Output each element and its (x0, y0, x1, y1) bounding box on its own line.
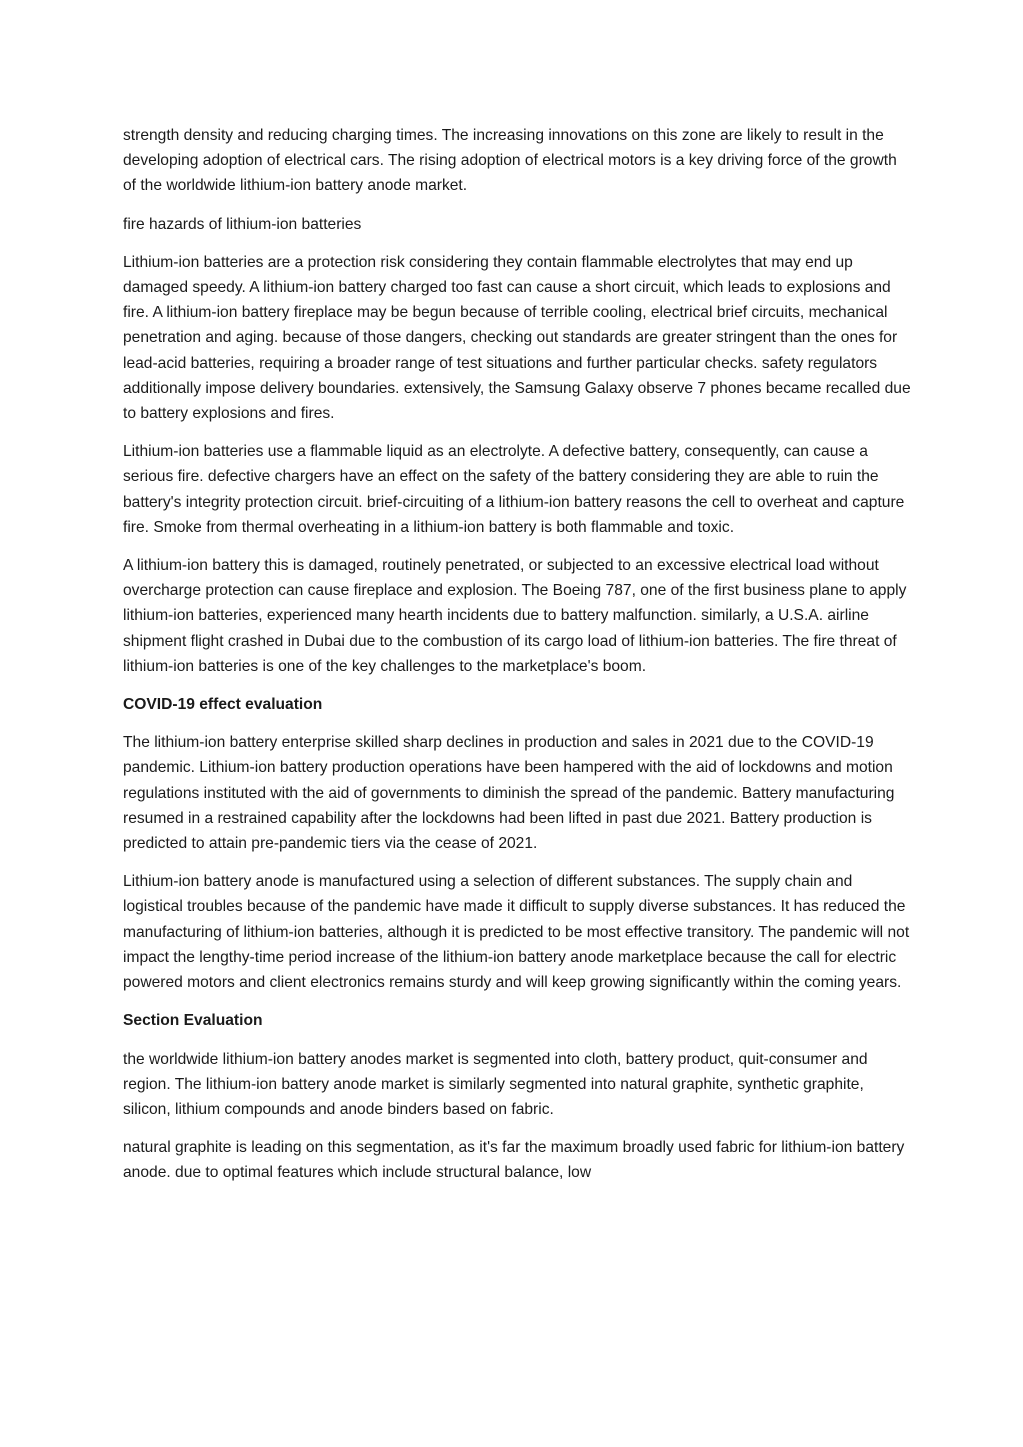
paragraph-covid-production: The lithium-ion battery enterprise skilled sharp declines in production and sales in 2021 due to the COVID-19 pandemic. Lithium-ion battery production operations have been hampered with the aid of lockdowns and motion regulations instituted with the aid of governments to diminish the spread of the pandemic. Battery manufacturing resumed in a restrained capability after the lockdowns had been lifted in past due 2021. Battery production is predicted to attain pre-pandemic tiers via the cease of 2021. (123, 734, 895, 853)
paragraph-covid-supply-chain: Lithium-ion battery anode is manufactured using a selection of different substances. The supply chain and logistical troubles because of the pandemic have made it difficult to supply diverse substances. It has reduced the manufacturing of lithium-ion batteries, although it is predicted to be most effective transitory. The pandemic will not impact the lengthy-time period increase of the lithium-ion battery anode marketplace because the call for electric powered motors and client electronics remains sturdy and will keep growing significantly within the coming years. (123, 873, 910, 992)
document-page (123, 123, 913, 1199)
subheading-fire-hazards: fire hazards of lithium-ion batteries (123, 215, 362, 233)
paragraph-segmentation: the worldwide lithium-ion battery anodes market is segmented into cloth, battery product, quit-consumer and region. The lithium-ion battery anode market is similarly segmented into natural graphite, synthetic graphite, silicon, lithium compounds and anode binders based on fabric. (123, 1050, 868, 1118)
paragraph-natural-graphite: natural graphite is leading on this segmentation, as it's far the maximum broadly used fabric for lithium-ion battery anode. due to optimal features which include structural balance, low (123, 1139, 905, 1182)
heading-covid-effect: COVID-19 effect evaluation (123, 696, 323, 714)
paragraph-damaged-battery: A lithium-ion battery this is damaged, routinely penetrated, or subjected to an excessive electrical load without overcharge protection can cause fireplace and explosion. The Boeing 787, one of the first business plane to apply lithium-ion batteries, experienced many hearth incidents due to battery malfunction. similarly, a U.S.A. airline shipment flight crashed in Dubai due to the combustion of its cargo load of lithium-ion batteries. The fire threat of lithium-ion batteries is one of the key challenges to the marketplace's boom. (123, 557, 907, 675)
heading-section-evaluation: Section Evaluation (123, 1012, 263, 1030)
paragraph-fire-risk: Lithium-ion batteries are a protection risk considering they contain flammable electrolytes that may end up damaged speedy. A lithium-ion battery charged too fast can cause a short circuit, which leads to explosions and fire. A lithium-ion battery fireplace may be begun because of terrible cooling, electrical brief circuits, mechanical penetration and aging. because of those dangers, checking out standards are greater stringent than the ones for lead-acid batteries, requiring a broader range of test situations and further particular checks. safety regulators additionally impose delivery boundaries. extensively, the Samsung Galaxy observe 7 phones became recalled due to battery explosions and fires. (123, 253, 911, 423)
paragraph-flammable-electrolyte: Lithium-ion batteries use a flammable liquid as an electrolyte. A defective battery, consequently, can cause a serious fire. defective chargers have an effect on the safety of the battery considering they are able to ruin the battery's integrity protection circuit. brief-circuiting of a lithium-ion battery reasons the cell to overheat and capture fire. Smoke from thermal overheating in a lithium-ion battery is both flammable and toxic. (123, 443, 905, 536)
paragraph-intro-continuation: strength density and reducing charging times. The increasing innovations on this zone are likely to result in the developing adoption of electrical cars. The rising adoption of electrical motors is a key driving force of the growth of the worldwide lithium-ion battery anode market. (123, 127, 897, 195)
